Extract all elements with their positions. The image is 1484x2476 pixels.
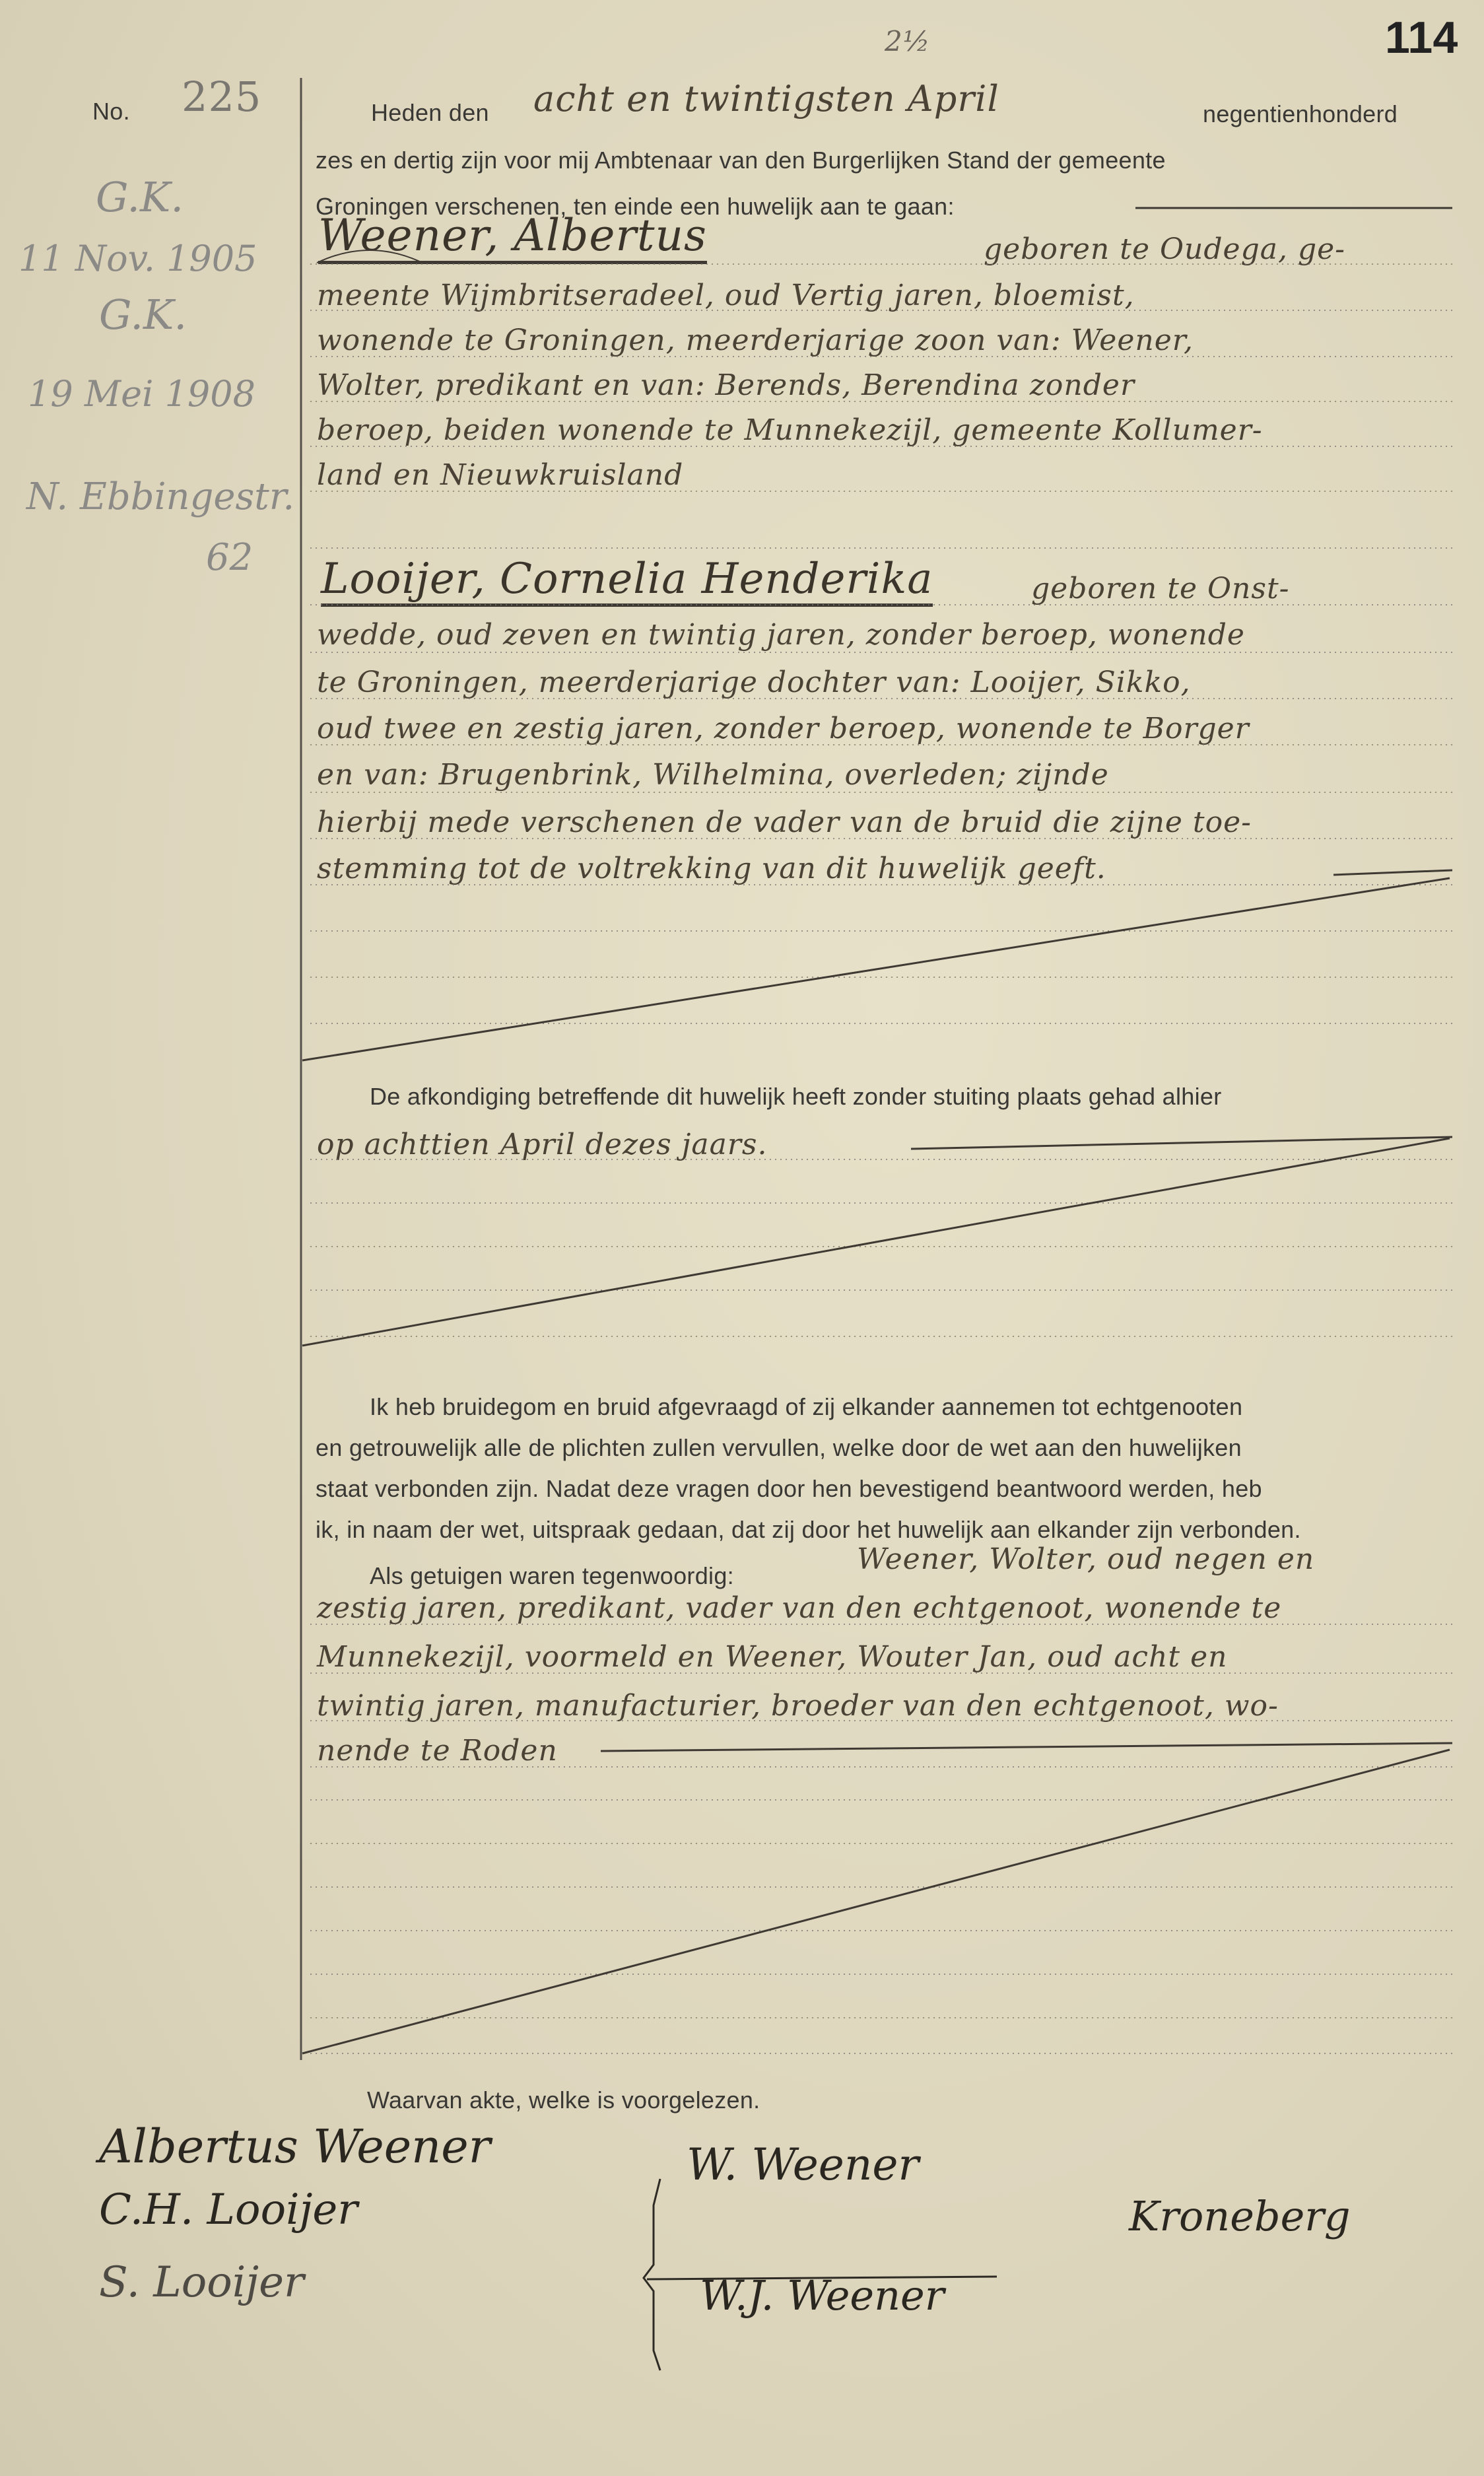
vows-line-1: en getrouwelijk alle de plichten zullen vervullen, welke door de wet aan den huwelijken — [316, 1434, 1242, 1461]
intro-date-hand: acht en twintigsten April — [533, 78, 999, 120]
vows-line-3: ik, in naam der wet, uitspraak gedaan, dat zij door het huwelijk aan elkander zijn verbonden. — [316, 1516, 1301, 1543]
witness-line-1: zestig jaren, predikant, vader van den echtgenoot, wonende te — [317, 1591, 1282, 1625]
intro-heden-den: Heden den — [371, 99, 489, 126]
bride-name: Looijer, Cornelia Henderika — [321, 555, 933, 607]
afkondiging-printed: De afkondiging betreffende dit huwelijk heeft zonder stuiting plaats gehad alhier — [370, 1083, 1222, 1110]
closing-text: Waarvan akte, welke is voorgelezen. — [367, 2086, 760, 2114]
groom-line-2: wonende te Groningen, meerderjarige zoon van: Weener, — [317, 324, 1194, 357]
afkondiging-hand: op achttien April dezes jaars. — [317, 1128, 768, 1161]
margin-date-1: 11 Nov. 1905 — [18, 238, 257, 279]
signature-bride: C.H. Looijer — [99, 2185, 358, 2234]
intro-negentienhonderd: negentienhonderd — [1203, 100, 1398, 127]
intro-line-2: zes en dertig zijn voor mij Ambtenaar van den Burgerlijken Stand der gemeente — [316, 147, 1166, 174]
margin-note-gk-2: G.K. — [99, 291, 187, 339]
witness-line-4: nende te Roden — [317, 1734, 558, 1768]
groom-line-3: Wolter, predikant en van: Berends, Berendina zonder — [317, 368, 1135, 402]
signature-groom: Albertus Weener — [99, 2119, 491, 2174]
bride-line-5: hierbij mede verschenen de vader van de bruid die zijne toe- — [317, 806, 1252, 839]
bride-line-2: te Groningen, meerderjarige dochter van: Looijer, Sikko, — [317, 666, 1191, 699]
fraction-note: 2½ — [885, 25, 931, 57]
witnesses-printed: Als getuigen waren tegenwoordig: — [370, 1562, 734, 1589]
signature-witness-2: W.J. Weener — [700, 2271, 945, 2320]
signature-father: S. Looijer — [99, 2258, 304, 2307]
groom-name: Weener, Albertus — [318, 210, 707, 264]
groom-line-1: meente Wijmbritseradeel, oud Vertig jaren, bloemist, — [317, 279, 1135, 312]
groom-line-4: beroep, beiden wonende te Munnekezijl, gemeente Kollumer- — [317, 413, 1263, 447]
margin-place: N. Ebbingestr. — [26, 475, 295, 518]
margin-note-gk-1: G.K. — [96, 173, 184, 221]
no-label: No. — [92, 98, 130, 125]
cancel-diagonals — [302, 878, 1450, 2053]
witness-line-3: twintig jaren, manufacturier, broeder van den echtgenoot, wo- — [317, 1689, 1279, 1723]
folio-number: 114 — [1385, 13, 1458, 63]
groom-line-5: land en Nieuwkruisland — [317, 458, 684, 492]
vows-line-0: Ik heb bruidegom en bruid afgevraagd of zij elkander aannemen tot echtgenooten — [370, 1393, 1243, 1420]
witness-line-0: Weener, Wolter, oud negen en — [857, 1542, 1315, 1576]
vows-line-2: staat verbonden zijn. Nadat deze vragen door hen bevestigend beantwoord werden, heb — [316, 1475, 1262, 1502]
bride-line-6: stemming tot de voltrekking van dit huwelijk geeft. — [317, 852, 1106, 885]
bride-line-1: wedde, oud zeven en twintig jaren, zonder beroep, wonende — [317, 618, 1245, 652]
signature-witness-1: W. Weener — [687, 2139, 919, 2190]
groom-line-0: geboren te Oudega, ge- — [984, 232, 1346, 266]
witness-line-2: Munnekezijl, voormeld en Weener, Wouter Jan, oud acht en — [317, 1640, 1228, 1674]
intro-line-3: Groningen verschenen, ten einde een huwelijk aan te gaan: — [316, 193, 955, 220]
signature-official: Kroneberg — [1129, 2192, 1351, 2240]
bride-line-0: geboren te Onst- — [1031, 572, 1290, 605]
bride-line-3: oud twee en zestig jaren, zonder beroep, wonende te Borger — [317, 712, 1250, 745]
bride-line-4: en van: Brugenbrink, Wilhelmina, overleden; zijnde — [317, 758, 1109, 792]
margin-number: 62 — [206, 536, 253, 579]
margin-date-2: 19 Mei 1908 — [28, 373, 255, 415]
entry-number: 225 — [182, 73, 262, 121]
